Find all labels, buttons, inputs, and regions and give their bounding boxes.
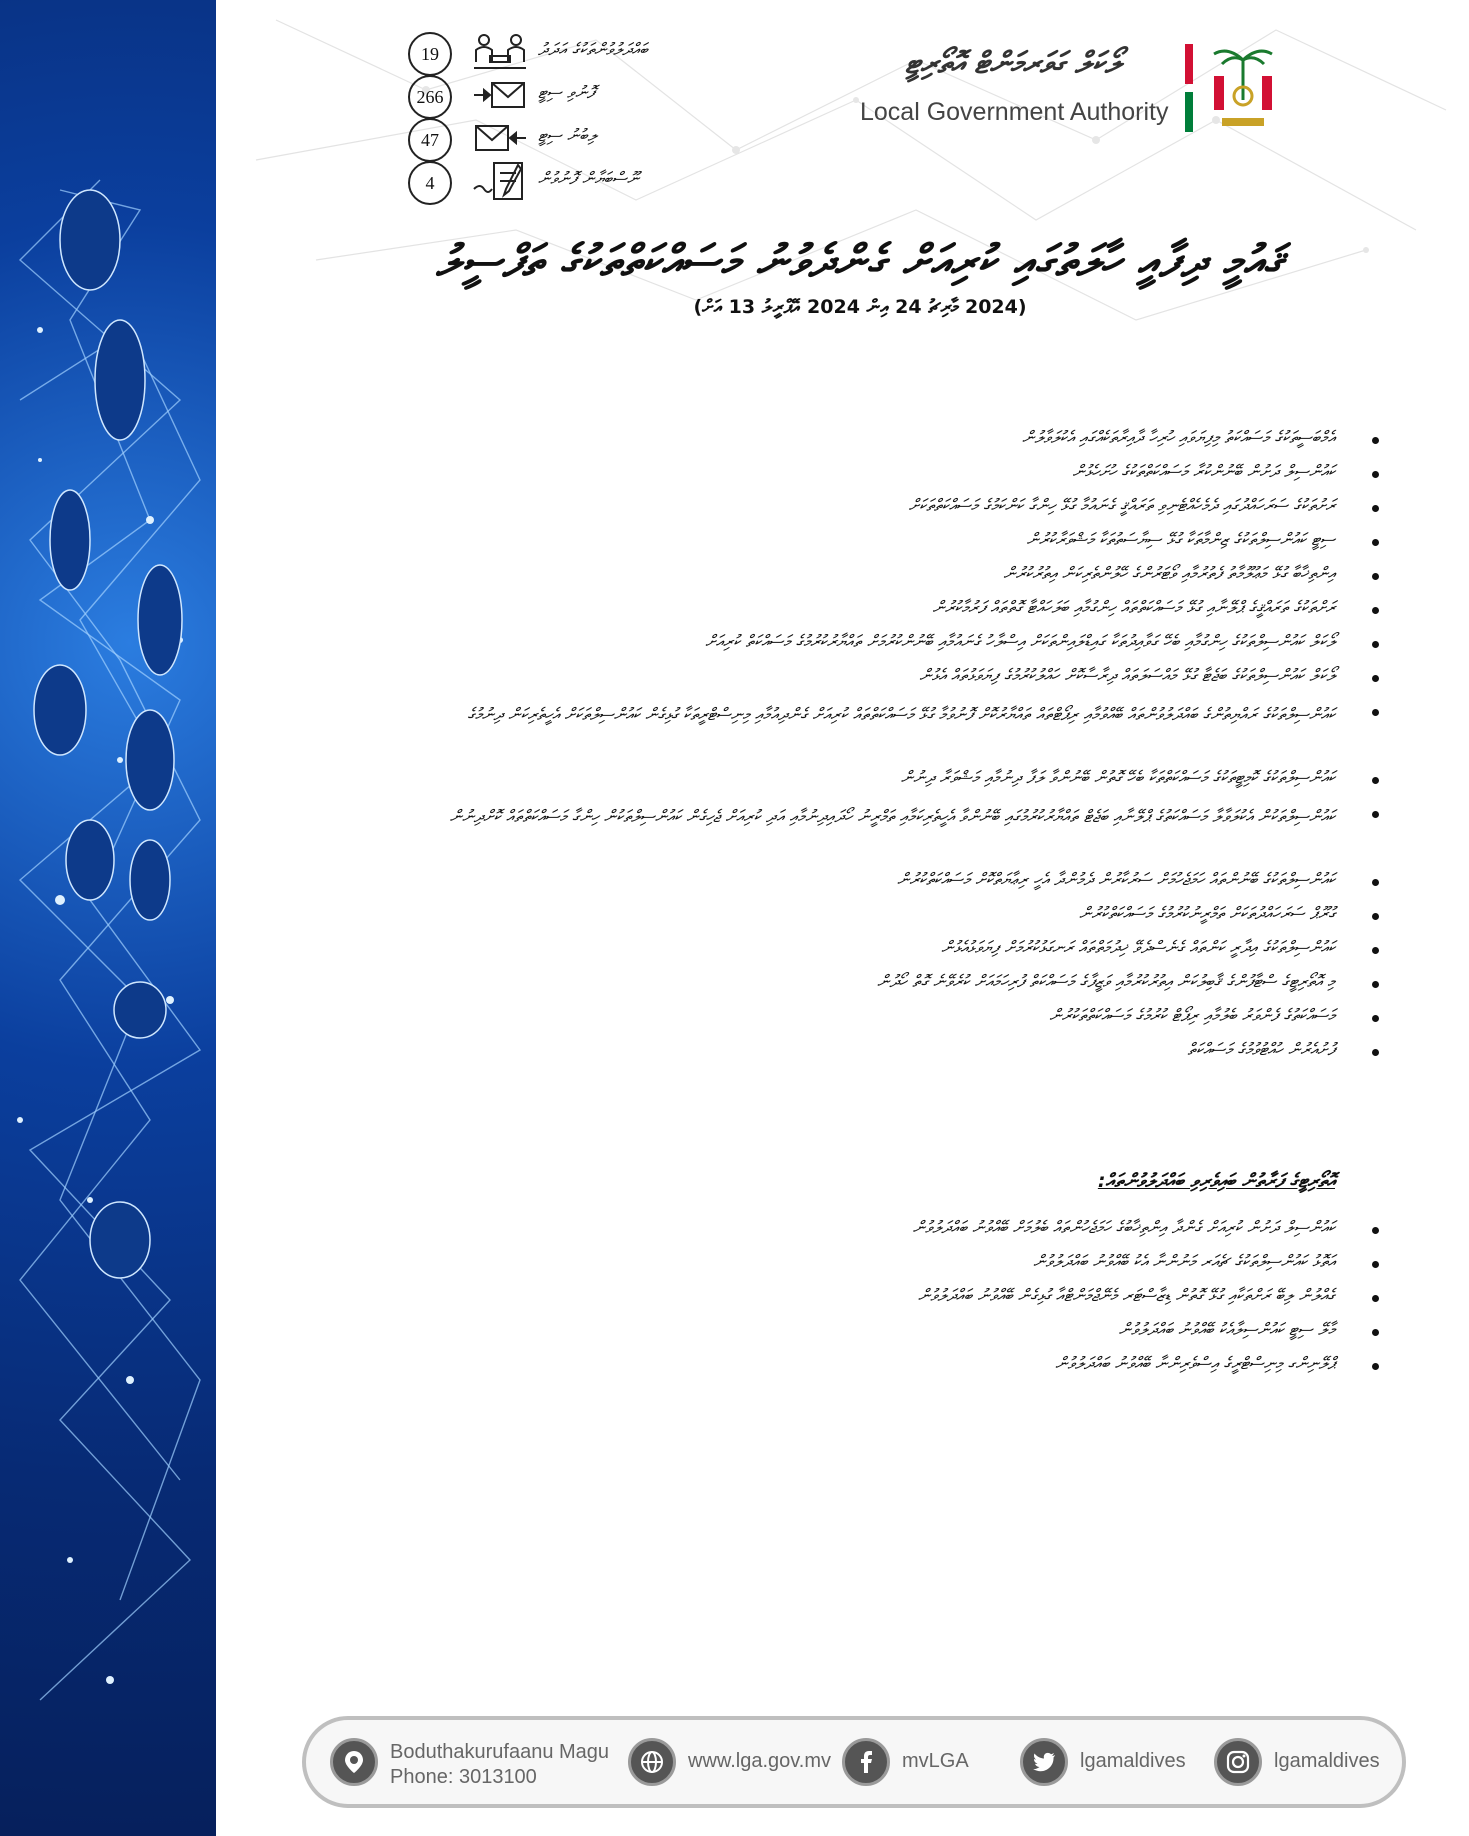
- bullet-icon: [1372, 471, 1379, 478]
- section-heading-meetings: އޮތޯރިޓީގެ ފަރާތުން ބައިވެރިވި ބައްދަލުވުންތައް:: [1097, 1170, 1335, 1192]
- meetings-list: [420, 1218, 1335, 1378]
- bullet-icon: [1372, 1015, 1379, 1022]
- globe-icon: [628, 1738, 676, 1786]
- bullet-icon: [1372, 811, 1379, 818]
- footer-twitter[interactable]: [1020, 1738, 1210, 1788]
- bullet-icon: [1372, 607, 1379, 614]
- counter-label: ނޫސްބަޔާން ފޮނުވުން: [538, 169, 639, 189]
- list-item: މަސައްކަތުގެ ފެންވަރު ބެލުމާއި ރިޕޯޓް ކުރުމުގެ މަސައްކަތްތަކުރުން: [420, 1006, 1335, 1034]
- instagram-icon: [1214, 1738, 1262, 1786]
- main-activities-list: [420, 428, 1335, 1068]
- list-item: ކައުންސިލްތަކުގެ ބޭނުންތައް ހަމަޖެހުމަށް ސަރުކާރުން ދެމުންދާ އެހީ ރިޢާޔަތްކޮށް މަސައްކަތްކުރުން: [420, 870, 1335, 898]
- list-item: މާލޭ ސިޓީ ކައުންސިލާއެކު ބޭއްވުނު ބައްދަލުވުން: [420, 1320, 1335, 1348]
- counter-label: ފޮނުވި ސިޓީ: [538, 83, 595, 103]
- list-item: މި އޮތޯރިޓީގެ ސްޓާފުންގެ ޤާބިލުކަން އިތުރުކުރުމާއި ވަޒީފާގެ މަސައްކަތް ފުރިހަމައަށް ކުރެވޭނެ ގޮތް ހޯދުން: [420, 972, 1335, 1000]
- incoming-mail-icon: [472, 118, 528, 158]
- location-pin-icon: [330, 1738, 378, 1786]
- list-item: އަތޮޅު ކައުންސިލްތަކުގެ ޗެއަރ މަނުންނާ އެކު ބޭއްވުނު ބައްދަލުވުން: [420, 1252, 1335, 1280]
- bullet-icon: [1372, 1363, 1379, 1370]
- facebook-handle[interactable]: mvLGA: [902, 1750, 969, 1772]
- list-item: ކައުންސިލްތަކުގެ އިދާރީ ކަންތައް ގެނެސްދެވޭ ޚިދުމަތްތައް ރަނގަޅުކުރުމަށް ފިޔަވަޅުއެޅުން: [420, 938, 1335, 966]
- counter-value: 19: [408, 32, 452, 76]
- list-item: ސިޓީ ކައުންސިލްތަކުގެ ޒިންމާތަކާ ގުޅޭ ސިޔާސަތުތަކާ މަޝްވަރާކުރުން: [420, 530, 1335, 558]
- flag-bars-icon: [1185, 44, 1197, 132]
- list-item: ގެއްލުން ލިބޭ ރަށްތަކާއި ގުޅޭ ގޮތުން ޑިޒާސްޓަރ މެނޭޖްމަންޓްއާ ގުޅިގެން ބޭއްވުނު ބައްދަލުވުން: [420, 1286, 1335, 1314]
- footer-website[interactable]: [628, 1738, 832, 1788]
- document-sign-icon: [472, 161, 528, 201]
- org-name-dhivehi: ލޯކަލް ގަވަރމަންޓް އޮތޯރިޓީ: [905, 46, 1120, 81]
- organization-logo: [840, 40, 1280, 140]
- counter-incoming-letters: [400, 116, 720, 162]
- bullet-icon: [1372, 879, 1379, 886]
- list-item: އިންތިޚާބާ ގުޅޭ މަޢުލޫމާތު ފެތުރުމާއި ވޯޓަރުންގެ ހޭލުންތެރިކަން އިތުރުކުރުން: [420, 564, 1335, 592]
- list-item: ކައުންސިލްތަކުގެ ރައްޔިތުންގެ ބައްދަލުވުންތައް ބޭއްވުމާއި ރިޕޯޓްތައް ތައްޔާރުކޮށް ފޮނުވުމާ ގުޅޭ މަސައްކަތްތައް ކުރިއަށް ގެންދިއުމާއި މިނިސްޓްރީތަކާ ގުޅިގެން ކައުންސިލްތަކަށް އެހީތެރިކަން ދިނުމުގެ: [420, 700, 1335, 760]
- list-item: ލޯކަލް ކައުންސިލްތަކުގެ ހިންގުމާއި ބެހޭ ގަވާއިދުތަކާ ގައިޑްލައިންތަކަށް އިސްލާހު ގެނައުމާއި ބޭނުންކުރުމަށް ތައްޔާރުކުރުމުގެ މަސައްކަތް ކުރިއަށް: [420, 632, 1335, 660]
- counter-label: ލިބުނު ސިޓީ: [538, 126, 598, 146]
- counter-label: ބައްދަލުވުންތަކުގެ އަދަދު: [538, 40, 648, 60]
- org-name-english: Local Government Authority: [860, 98, 1169, 126]
- footer-facebook[interactable]: [842, 1738, 1002, 1788]
- bullet-icon: [1372, 539, 1379, 546]
- counter-value: 266: [408, 75, 452, 119]
- counter-value: 47: [408, 118, 452, 162]
- list-item: ކައުންސިލް ދަށުން ކުރިއަށް ގެންދާ އިންތިޚާބުގެ ހަމަޖެހުންތައް ބެލުމަށް ބޭއްވުނު ބައްދަލުވުން: [420, 1218, 1335, 1246]
- list-item: ކައުންސިލްތަކުގެ ކޮމިޓީތަކުގެ މަސައްކަތްތަކާ ބެހޭ ގޮތުން ބޭނުންވާ ލަފާ ދިނުމާއި މަޝްވަރާ ދިނުން: [420, 768, 1335, 796]
- decorative-side-band: [0, 0, 216, 1836]
- list-item: ފުށުއެރުން ހުއްޓުވުމުގެ މަސައްކަތް: [420, 1040, 1335, 1068]
- bullet-icon: [1372, 1049, 1379, 1056]
- list-item: ޕްލޭނިންގ މިނިސްޓްރީގެ އިސްވެރިންނާ ބޭއްވުނު ބައްދަލުވުން: [420, 1354, 1335, 1382]
- list-item: ގުރޫޕް ސަރަހައްދުތަކަށް ތަމްރީނުކުރުމުގެ މަސައްކަތްކުރުން: [420, 904, 1335, 932]
- address-line: Boduthakurufaanu Magu: [390, 1741, 610, 1763]
- list-item: ކައުންސިލްތަކުން އެކުލަވާލާ މަސައްކަތުގެ ޕްލޭނާއި ބަޖެޓް ތައްޔާރުކުރުމުގައި ބޭނުންވާ އެހީތެރިކަމާއި ތަމްރީނު ހޯދައިދިނުމާއި އަދި ކުރިއަށް ޖެހިގެން ކައުންސިލްތަކުން ހިންގާ މަސައްކަތްތައް ކޮށްދިނުން: [420, 802, 1335, 862]
- outgoing-mail-icon: [472, 75, 528, 115]
- network-pattern: [0, 0, 216, 1836]
- list-item: ލޯކަލް ކައުންސިލްތަކުގެ ބަޖެޓާ ގުޅޭ މައްސަލަތައް ދިރާސާކޮށް ހައްލުކުރުމުގެ ފިޔަވަޅުތައް އެޅުން: [420, 666, 1335, 694]
- bullet-icon: [1372, 913, 1379, 920]
- list-item: ކައުންސިލް ދަށުން ބޭނުންކުރާ މަސައްކަތްތަކުގެ ހުށަހެޅުން: [420, 462, 1335, 490]
- date-range: (2024 މާރިޗު 24 އިން 2024 އޭޕްރީލު 13 އަށް): [693, 296, 1027, 318]
- bullet-icon: [1372, 437, 1379, 444]
- meeting-icon: [472, 32, 528, 72]
- twitter-handle[interactable]: lgamaldives: [1080, 1750, 1186, 1772]
- bullet-icon: [1372, 981, 1379, 988]
- list-item: ރަށުތަކުގެ ސަރަހައްދުގައި ދެމެހެއްޓެނިވި ތަރައްޤީ ގެނައުމާ ގުޅޭ ހިންގާ ކަންކަމުގެ މަސައްކަތްތަކަށް: [420, 496, 1335, 524]
- bullet-icon: [1372, 777, 1379, 784]
- bullet-icon: [1372, 1227, 1379, 1234]
- instagram-handle[interactable]: lgamaldives: [1274, 1750, 1380, 1772]
- bullet-icon: [1372, 505, 1379, 512]
- footer-instagram[interactable]: [1214, 1738, 1404, 1788]
- twitter-icon: [1020, 1738, 1068, 1786]
- bullet-icon: [1372, 641, 1379, 648]
- bullet-icon: [1372, 573, 1379, 580]
- counter-outgoing-letters: [400, 73, 720, 119]
- facebook-icon: [842, 1738, 890, 1786]
- list-item: އެމްބަސީތަކުގެ މަސައްކަތު މިފިޔަވައި ހުރިހާ ދާއިރާތަކެއްގައި އެކުލަވާލުން: [420, 428, 1335, 456]
- contact-footer: [302, 1716, 1406, 1808]
- counter-value: 4: [408, 161, 452, 205]
- footer-address: [330, 1738, 610, 1788]
- bullet-icon: [1372, 709, 1379, 716]
- bullet-icon: [1372, 1295, 1379, 1302]
- bullet-icon: [1372, 1329, 1379, 1336]
- page-title: ޤައުމީ ދިފާއީ ހާލަތުގައި ކުރިއަށް ގެންދެވުނު މަސައްކަތްތަކުގެ ތަފްސީލު: [436, 236, 1284, 287]
- list-item: ރަށްތަކުގެ ތަރައްޤީގެ ޕްލޭނާއި ގުޅޭ މަސައްކަތްތައް ހިންގުމާއި ބަލަހައްޓާ ގޮތްތައް ފަރުމާކުރުން: [420, 598, 1335, 626]
- bullet-icon: [1372, 675, 1379, 682]
- phone-line: Phone: 3013100: [390, 1766, 537, 1788]
- maldives-emblem-icon: [1208, 40, 1278, 136]
- bullet-icon: [1372, 947, 1379, 954]
- bullet-icon: [1372, 1261, 1379, 1268]
- website-link[interactable]: www.lga.gov.mv: [688, 1750, 832, 1772]
- counter-meetings: [400, 30, 720, 76]
- counter-press-releases: [400, 159, 720, 205]
